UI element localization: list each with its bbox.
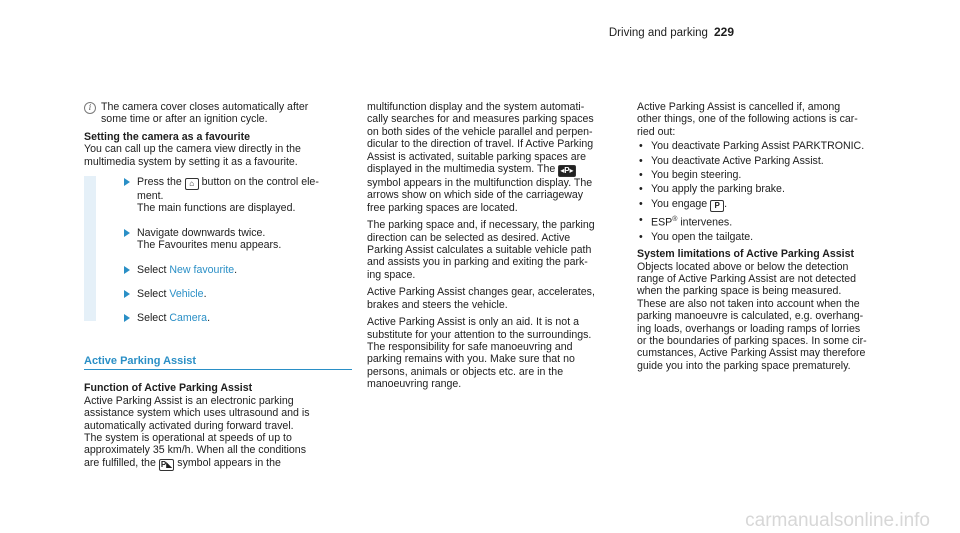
list-item: • You deactivate Active Parking Assist. bbox=[637, 155, 895, 167]
home-icon: ⌂ bbox=[185, 178, 199, 190]
step-arrow-icon bbox=[124, 290, 130, 298]
park-gear-icon: P bbox=[710, 200, 724, 212]
section-title: Active Parking Assist bbox=[84, 355, 352, 370]
step-arrow-icon bbox=[124, 266, 130, 274]
setting-heading: Setting the camera as a favourite bbox=[84, 130, 251, 143]
step-arrow-icon bbox=[124, 178, 130, 186]
function-heading: Function of Active Parking Assist bbox=[84, 382, 253, 395]
list-item: • You apply the parking brake. bbox=[637, 183, 895, 195]
page-header bbox=[609, 26, 734, 39]
step-5: Select Camera. bbox=[84, 312, 352, 324]
limits-heading: System limitations of Active Parking Assist bbox=[637, 248, 855, 261]
setting-text-2: multimedia system by setting it as a favourite. bbox=[84, 155, 298, 168]
step-1-result: The main functions are displayed. bbox=[137, 202, 296, 215]
note-line-2: some time or after an ignition cycle. bbox=[101, 113, 268, 126]
parking-space-search-icon: ◂P▸ bbox=[560, 166, 574, 176]
list-item: • You engage P . bbox=[637, 198, 895, 212]
step-arrow-icon bbox=[124, 314, 130, 322]
step-1: Press the ⌂ button on the control ele- ment. The main functions are displayed. bbox=[84, 176, 352, 215]
step-2-result: The Favourites menu appears. bbox=[137, 239, 282, 252]
watermark: carmanualsonline.info bbox=[745, 509, 930, 531]
note-line-1: The camera cover closes automatically after bbox=[101, 101, 309, 113]
list-item: • ESP® intervenes. bbox=[637, 214, 895, 229]
header-section: Driving and parking bbox=[608, 27, 708, 39]
step-2: Navigate downwards twice. The Favourites menu appears. bbox=[84, 227, 352, 252]
menu-item-vehicle: Vehicle bbox=[169, 288, 204, 301]
step-3: Select New favourite. bbox=[84, 264, 352, 276]
info-note bbox=[84, 101, 352, 126]
list-item: • You deactivate Parking Assist PARKTRONIC. bbox=[637, 140, 895, 152]
column-2: multifunction display and the system automati- cally searches for and measures parking spaces on both sides of the vehicle parallel and perpen- dicular to the direction of travel. If Active Parking Assist is activated, suitable parking spaces are displayed in the multimedia system. The ◂P▸ symbol appears in the multifunction display. The arrows show on which side of the carriageway free parking spaces are located. The parking space and, if necessary, the parking direction can be selected as desired. Active Parking Assist calculates a suitable vehicle path and assists you in parking and exiting the park- ing space. Active Parking Assist changes gear, accelerates, brakes and steers the vehicle. Active Parking Assist is only an aid. It is not a substitute for your attention to the surroundings. The responsibility for safe manoeuvring and parking remains with you. Make sure that no persons, animals or objects etc. are in the manoeuvring range. bbox=[367, 101, 595, 391]
column-3: Active Parking Assist is cancelled if, among other things, one of the following actions is car- ried out: • You deactivate Parking Assist PARKTRONIC. • You deactivate Active Parking Assist. • You begin steering. • You apply the parking brake. • You engage P . • ESP® intervenes. • You open the tailgate. System limitations of Active Parking Assist Objects located above or below the detection range of Active Parking Assist are not detected when the parking space is being measured. These are also not taken into account when the parking manoeuvre is calculated, e.g. overhang- ing loads, overhangs or loading ramps of lorries or the boundaries of parking spaces. In some cir- cumstances, Active Parking Assist may therefore guide you into the parking space prematurely. bbox=[637, 101, 895, 372]
list-item: • You open the tailgate. bbox=[637, 231, 895, 243]
page-number: 229 bbox=[713, 25, 734, 39]
list-item: • You begin steering. bbox=[637, 169, 895, 181]
info-icon: i bbox=[84, 102, 96, 114]
setting-text-1: You can call up the camera view directly in the bbox=[84, 143, 301, 156]
instruction-steps bbox=[84, 176, 352, 325]
parking-assist-icon: P◣ bbox=[160, 459, 173, 469]
step-arrow-icon bbox=[124, 229, 130, 237]
column-1: i The camera cover closes automatically after some time or after an ignition cycle. Setting the camera as a favourite You can call up the camera view directly in the multimedia system by setting it as a favourite. Press the ⌂ button on the control ele- ment. The main functions are displayed. Navigate downwards twice. The Favourites menu appears. Select New favourite. Select Vehicle. Select Camera. Active Parking Assist Function of Active Parking Assist Active Parking Assist is an electronic parking assistance system which uses ultrasound and is automatically activated during forward travel. The system is operational at speeds of up to approximately 35 km/h. When all the conditions are fulfilled, the P◣ symbol appears in the bbox=[84, 101, 352, 471]
menu-item-camera: Camera bbox=[169, 312, 208, 325]
step-4: Select Vehicle. bbox=[84, 288, 352, 300]
menu-item-new-favourite: New favourite bbox=[169, 263, 235, 276]
